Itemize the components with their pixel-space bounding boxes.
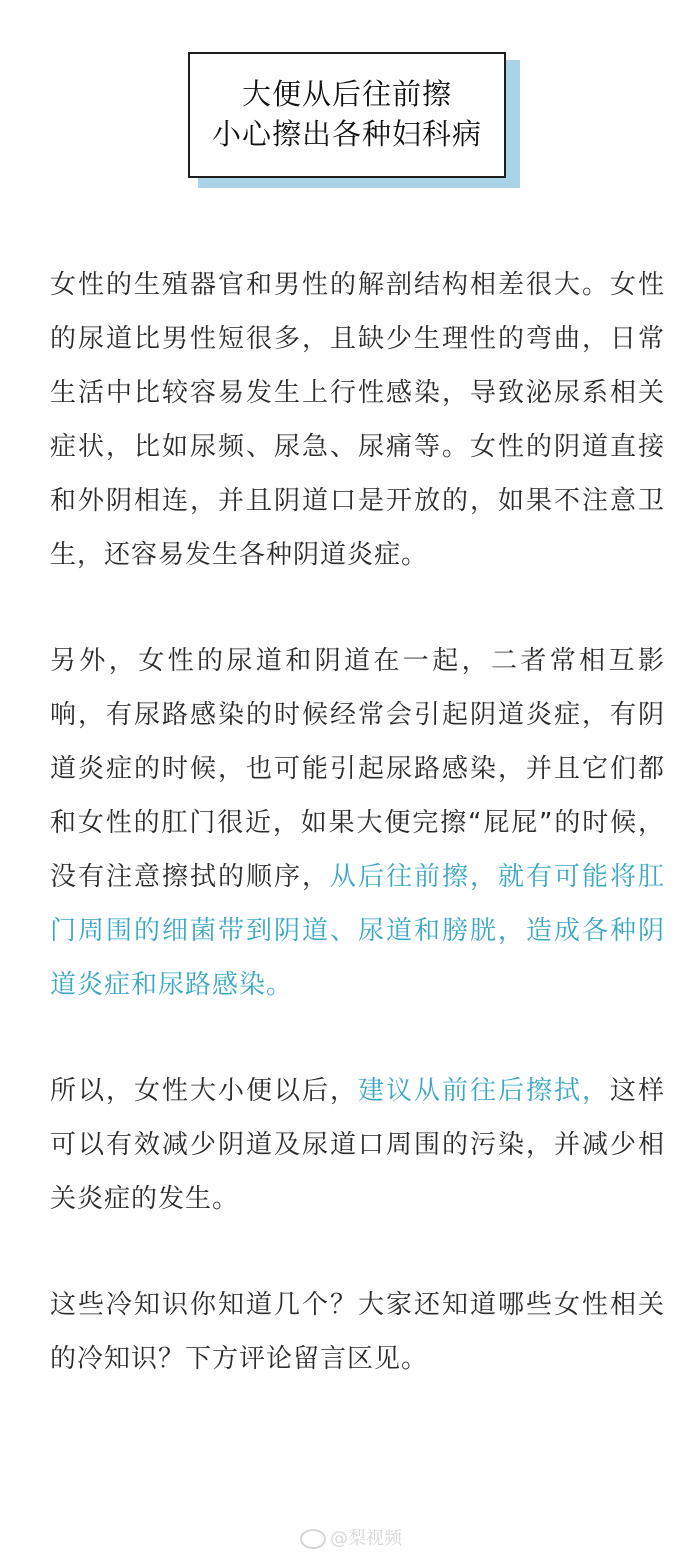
paragraph-2-text: 另外，女性的尿道和阴道在一起，二者常相互影响，有尿路感染的时候经常会引起阴道炎症，有阴道炎症的时候，也可能引起尿路感染，并且它们都和女性的肛门很近，如果大便完擦“屁屁”的时候，没有注意擦拭的顺序， xyxy=(50,646,665,892)
paragraph-3-highlight: 建议从前往后擦拭， xyxy=(357,1076,610,1106)
title-line-2: 小心擦出各种妇科病 xyxy=(211,117,482,151)
paragraph-2 xyxy=(50,634,665,1012)
paragraph-3 xyxy=(50,1064,665,1226)
paragraph-1: 女性的生殖器官和男性的解剖结构相差很大。女性的尿道比男性短很多，且缺少生理性的弯曲，日常生活中比较容易发生上行性感染，导致泌尿系相关症状，比如尿频、尿急、尿痛等。女性的阴道直接和外阴相连，并且阴道口是开放的，如果不注意卫生，还容易发生各种阴道炎症。 xyxy=(50,270,665,570)
title-banner xyxy=(188,52,514,186)
paragraph-3-text-before: 所以，女性大小便以后， xyxy=(50,1076,358,1106)
weibo-logo-icon xyxy=(300,1529,326,1549)
paragraph-3-text-after: 这样可以有效减少阴道及尿道口周围的污染，并减少相关炎症的发生。 xyxy=(50,1076,665,1214)
watermark xyxy=(300,1524,402,1550)
title-box xyxy=(188,52,506,178)
paragraph-2-highlight: 从后往前擦，就有可能将肛门周围的细菌带到阴道、尿道和膀胱，造成各种阴道炎症和尿路感染。 xyxy=(50,862,665,1000)
paragraph-4: 这些冷知识你知道几个？大家还知道哪些女性相关的冷知识？下方评论留言区见。 xyxy=(50,1290,665,1374)
article-body xyxy=(50,258,665,1438)
title-line-1: 大便从后往前擦 xyxy=(241,77,452,111)
watermark-text: @梨视频 xyxy=(330,1528,402,1549)
